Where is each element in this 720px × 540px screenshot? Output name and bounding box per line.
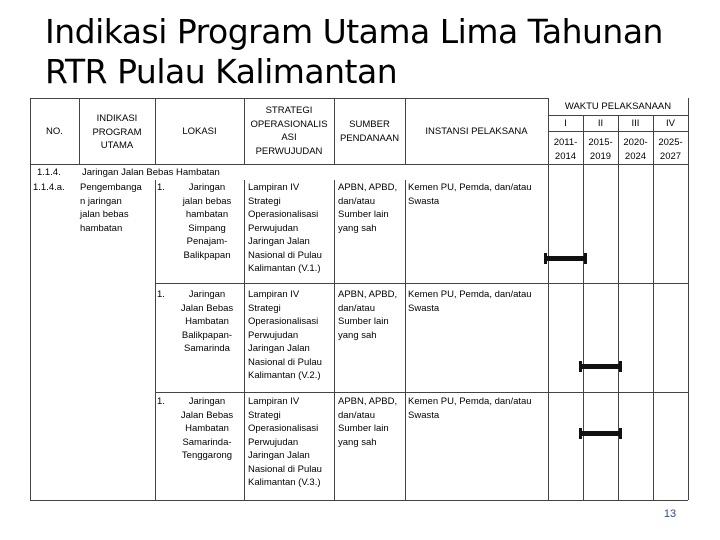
section-number: 1.1.4.	[37, 167, 61, 178]
row-sumber: APBN, APBD, dan/atau Sumber lain yang sah	[338, 289, 398, 341]
header-instansi: INSTANSI PELAKSANA	[425, 126, 528, 137]
row-lokasi: Jaringan jalan bebas hambatan Simpang Penajam- Balikpapan	[182, 182, 232, 261]
row-number: 1.	[157, 396, 165, 407]
row-sumber: APBN, APBD, dan/atau Sumber lain yang sah	[338, 182, 398, 234]
row-strategi: Lampiran IV Strategi Operasionalisasi Perwujudan Jaringan Jalan Nasional di Pulau Kalimantan (V.2.)	[248, 289, 322, 381]
row-instansi: Kemen PU, Pemda, dan/atau Swasta	[408, 289, 532, 314]
period-years-4: 2025- 2027	[658, 137, 683, 162]
row-instansi: Kemen PU, Pemda, dan/atau Swasta	[408, 182, 532, 207]
page-number: 13	[663, 508, 677, 520]
header-waktu: WAKTU PELAKSANAAN	[564, 101, 672, 112]
row-number: 1.	[157, 289, 165, 300]
section-label: Jaringan Jalan Bebas Hambatan	[82, 167, 220, 178]
row-lokasi: Jaringan Jalan Bebas Hambatan Balikpapan- Samarinda	[180, 289, 234, 354]
period-roman-2: II	[597, 118, 604, 129]
title-line-2: RTR Pulau Kalimantan	[45, 52, 398, 91]
row-sumber: APBN, APBD, dan/atau Sumber lain yang sah	[338, 396, 398, 448]
header-no: NO.	[46, 126, 63, 137]
period-years-1: 2011- 2014	[553, 137, 578, 162]
period-roman-4: IV	[666, 118, 675, 129]
header-strategi: STRATEGI OPERASIONALIS ASI PERWUJUDAN	[250, 105, 328, 157]
row-strategi: Lampiran IV Strategi Operasionalisasi Perwujudan Jaringan Jalan Nasional di Pulau Kalimantan (V.1.)	[248, 182, 322, 274]
header-indikasi: INDIKASI PROGRAM UTAMA	[92, 113, 142, 151]
period-years-2: 2015- 2019	[588, 137, 613, 162]
period-years-3: 2020- 2024	[623, 137, 648, 162]
sub-number: 1.1.4.a.	[33, 182, 65, 193]
row-strategi: Lampiran IV Strategi Operasionalisasi Perwujudan Jaringan Jalan Nasional di Pulau Kalimantan (V.3.)	[248, 396, 322, 488]
header-lokasi: LOKASI	[182, 126, 217, 137]
period-roman-3: III	[631, 118, 640, 129]
row-instansi: Kemen PU, Pemda, dan/atau Swasta	[408, 396, 532, 421]
period-roman-1: I	[564, 118, 567, 129]
row-lokasi: Jaringan Jalan Bebas Hambatan Samarinda- Tenggarong	[180, 396, 234, 461]
title-line-1: Indikasi Program Utama Lima Tahunan	[45, 12, 663, 51]
header-sumber: SUMBER PENDANAAN	[339, 119, 400, 144]
page-title	[45, 12, 663, 92]
row-number: 1.	[157, 182, 165, 193]
sub-label: Pengembanga n jaringan jalan bebas hambatan	[80, 182, 142, 234]
